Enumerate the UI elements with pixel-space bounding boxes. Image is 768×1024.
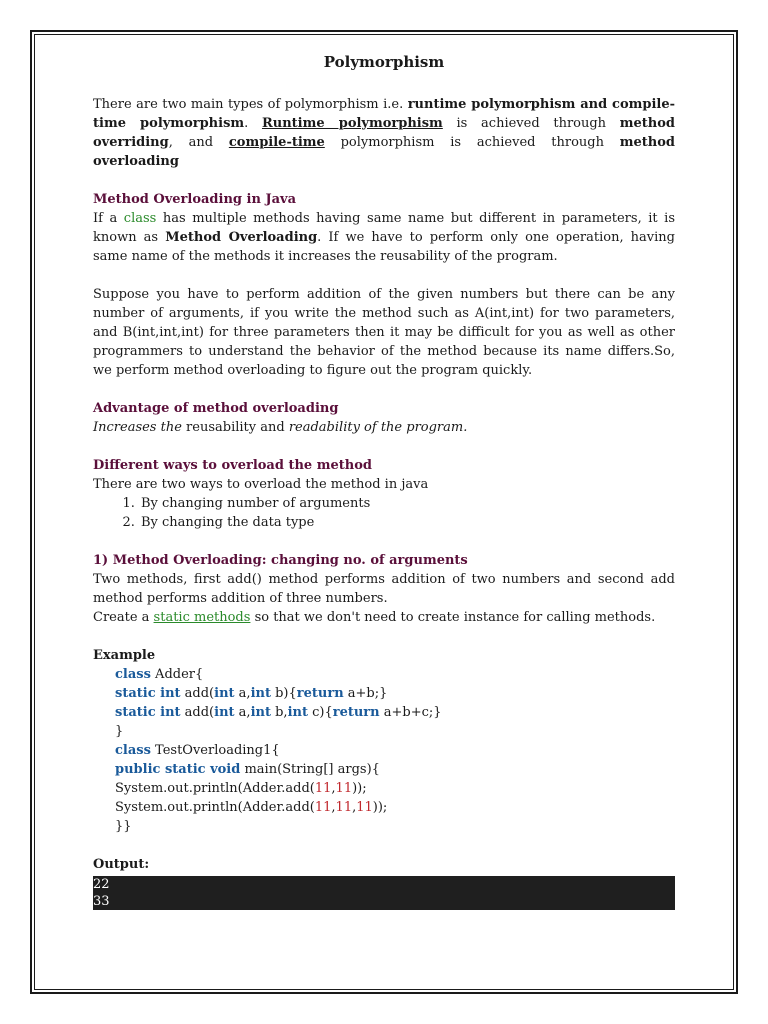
code-example	[93, 665, 675, 836]
suppose-paragraph: Suppose you have to perform addition of the given numbers but there can be any number of arguments, if you write the method such as A(int,int) for two parameters, and B(int,int,int) for three parameters then it may be difficult for you as well as other programmers to understand the behavior of the method because its name differs.So, we perform method overloading to figure out the program quickly.	[93, 287, 675, 378]
code-line: class Adder{	[115, 667, 204, 682]
code-line: class TestOverloading1{	[115, 743, 280, 758]
class-link[interactable]: class	[123, 211, 157, 226]
section-heading-changing-args: 1) Method Overloading: changing no. of arguments	[93, 553, 468, 568]
page-title: Polymorphism	[323, 53, 445, 71]
code-line: }}	[115, 819, 132, 834]
static-methods-link[interactable]: static methods	[153, 610, 251, 625]
ways-list	[93, 494, 675, 532]
output-label: Output:	[93, 857, 150, 872]
list-item: 2. By changing the data type	[139, 513, 675, 532]
output-console	[93, 876, 675, 910]
code-line: static int add(int a,int b){return a+b;}	[115, 686, 388, 701]
ways-intro: There are two ways to overload the method in java	[93, 477, 429, 492]
example-label: Example	[93, 648, 156, 663]
output-line: 33	[93, 894, 110, 909]
method-overloading-paragraph: If a class has multiple methods having same name but different in parameters, it is known as Method Overloading. If we have to perform only one operation, having same name of the methods it increases the reusability of the program.	[93, 211, 676, 264]
code-line: }	[115, 724, 124, 739]
code-line: System.out.println(Adder.add(11,11));	[115, 781, 367, 796]
advantage-text: Increases the reusability and readability of the program.	[93, 420, 468, 435]
code-line: System.out.println(Adder.add(11,11,11));	[115, 800, 388, 815]
code-line: static int add(int a,int b,int c){return a+b+c;}	[115, 705, 442, 720]
section-heading-ways: Different ways to overload the method	[93, 458, 372, 473]
create-static-paragraph: Create a static methods so that we don't need to create instance for calling methods.	[93, 610, 656, 625]
intro-paragraph: There are two main types of polymorphism i.e. runtime polymorphism and compile-time polymorphism. Runtime polymorphism is achieved through method overriding, and compile-time polymorphism is achieved through method overloading	[93, 97, 676, 169]
two-methods-paragraph: Two methods, first add() method performs addition of two numbers and second add method performs addition of three numbers.	[93, 572, 675, 606]
list-item: 1. By changing number of arguments	[139, 494, 675, 513]
section-heading-method-overloading: Method Overloading in Java	[93, 192, 296, 207]
code-line: public static void main(String[] args){	[115, 762, 380, 777]
output-line: 22	[93, 877, 110, 892]
section-heading-advantage: Advantage of method overloading	[93, 401, 339, 416]
document-body	[93, 52, 675, 910]
